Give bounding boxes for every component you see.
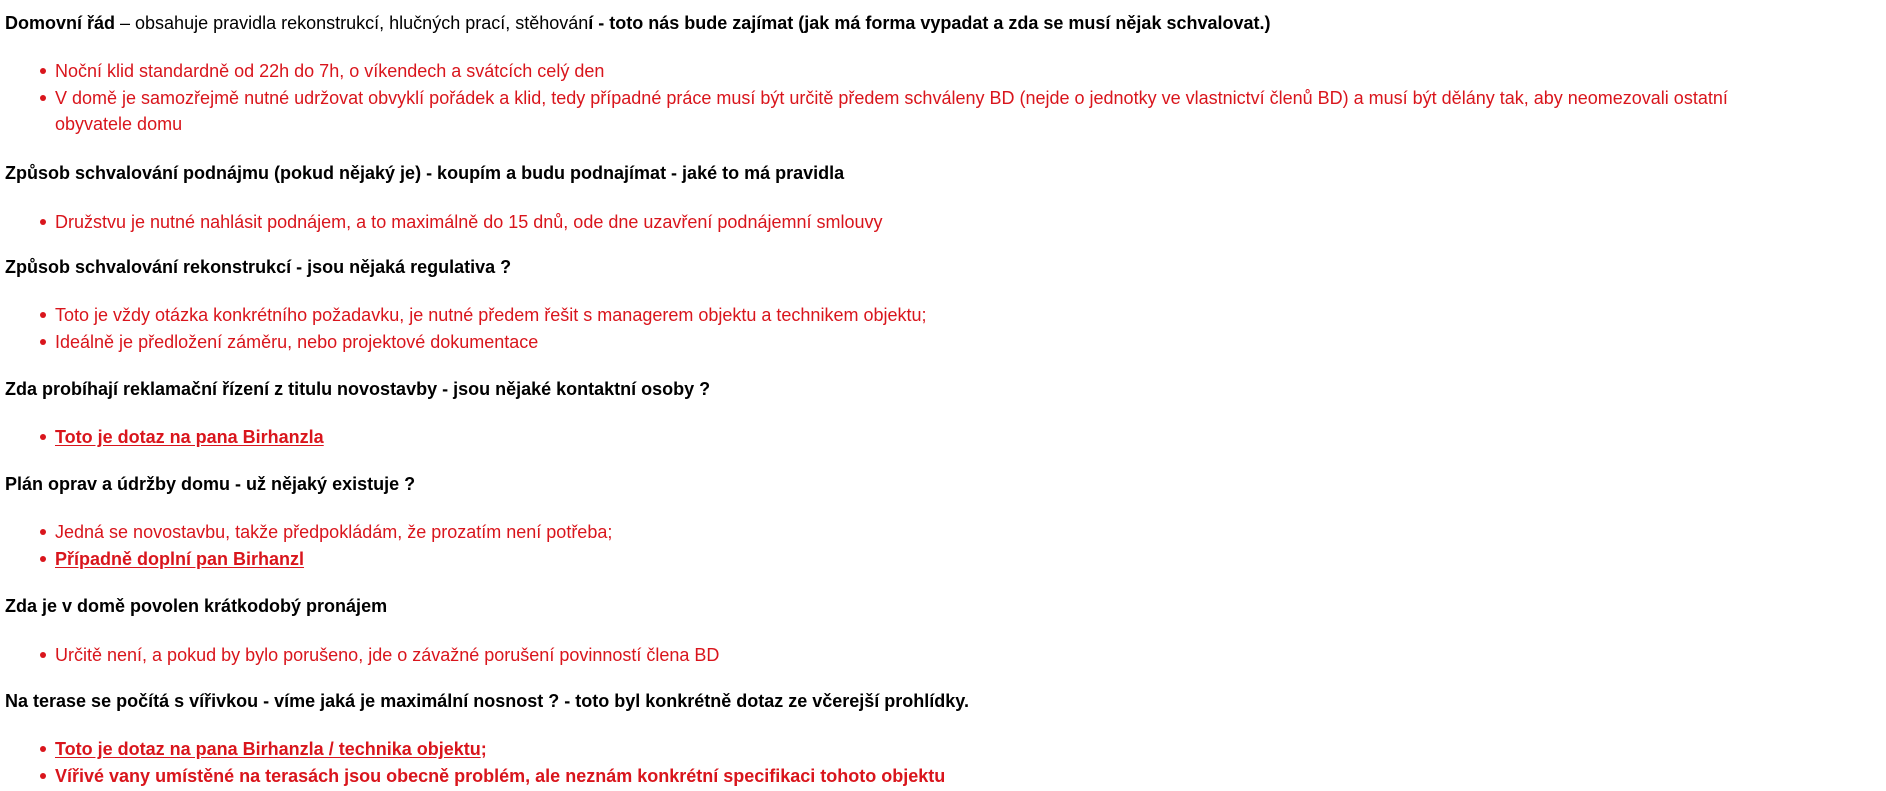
bullet-text: Toto je vždy otázka konkrétního požadavku, je nutné předem řešit s managerem objektu a technikem objektu;: [55, 305, 927, 325]
section-heading-claims: Zda probíhají reklamační řízení z titulu novostavby - jsou nějaké kontaktní osoby ?: [5, 379, 711, 399]
bullet-text: Vířivé vany umístěné na terasách jsou obecně problém, ale neznám konkrétní specifikaci tohoto objektu: [55, 766, 946, 786]
bullet-item: [55, 209, 883, 235]
bullet-item: [55, 546, 304, 572]
section-heading-maintenance-plan: Plán oprav a údržby domu - už nějaký existuje ?: [5, 474, 416, 494]
bullet-text: Toto je dotaz na pana Birhanzla: [55, 427, 324, 447]
bullet-text: V domě je samozřejmě nutné udržovat obvyklí pořádek a klid, tedy případné práce musí být určitě předem schváleny BD (nejde o jednotky ve vlastnictví členů BD) a musí být dělány tak, aby neomezovali ostatní: [55, 88, 1728, 108]
bullet-item: [55, 763, 945, 789]
heading-note: í - toto nás bude zajímat (jak má forma vypadat a zda se musí nějak schvalovat.): [588, 13, 1271, 33]
bullet-item: [55, 642, 719, 668]
heading-bold-term: Domovní řád: [5, 13, 116, 33]
bullet-text: Určitě není, a pokud by bylo porušeno, jde o závažné porušení povinností člena BD: [55, 645, 720, 665]
section-heading-sublease: Způsob schvalování podnájmu (pokud nějaký je) - koupím a budu podnajímat - jaké to má pravidla: [5, 163, 845, 183]
bullet-text: Družstvu je nutné nahlásit podnájem, a to maximálně do 15 dnů, ode dne uzavření podnájemní smlouvy: [55, 212, 883, 232]
section-heading-terrace-hot-tub: Na terase se počítá s vířivkou - víme jaká je maximální nosnost ? - toto byl konkrétně dotaz ze včerejší prohlídky.: [5, 691, 969, 711]
bullet-item: [55, 302, 927, 328]
bullet-text-suffix: ;: [480, 739, 487, 759]
bullet-item: [55, 58, 604, 84]
bullet-item: [55, 85, 1728, 137]
section-heading-reconstruction: Způsob schvalování rekonstrukcí - jsou nějaká regulativa ?: [5, 257, 512, 277]
bullet-text: Ideálně je předložení záměru, nebo projektové dokumentace: [55, 332, 539, 352]
bullet-item: [55, 519, 612, 545]
bullet-text-wrap: obyvatele domu: [55, 114, 183, 134]
bullet-item: [55, 329, 538, 355]
bullet-item: [55, 424, 324, 450]
section-heading-short-term-rental: Zda je v domě povolen krátkodobý pronájem: [5, 596, 388, 616]
section-heading-house-rules: [5, 10, 1271, 36]
bullet-text: Případně doplní pan Birhanzl: [55, 549, 305, 569]
bullet-text: Toto je dotaz na pana Birhanzla / technika objektu: [55, 739, 481, 759]
bullet-text: Noční klid standardně od 22h do 7h, o víkendech a svátcích celý den: [55, 61, 605, 81]
bullet-text: Jedná se novostavbu, takže předpokládám, že prozatím není potřeba;: [55, 522, 613, 542]
bullet-item: [55, 736, 487, 762]
heading-description: – obsahuje pravidla rekonstrukcí, hlučných prací, stěhován: [115, 13, 589, 33]
